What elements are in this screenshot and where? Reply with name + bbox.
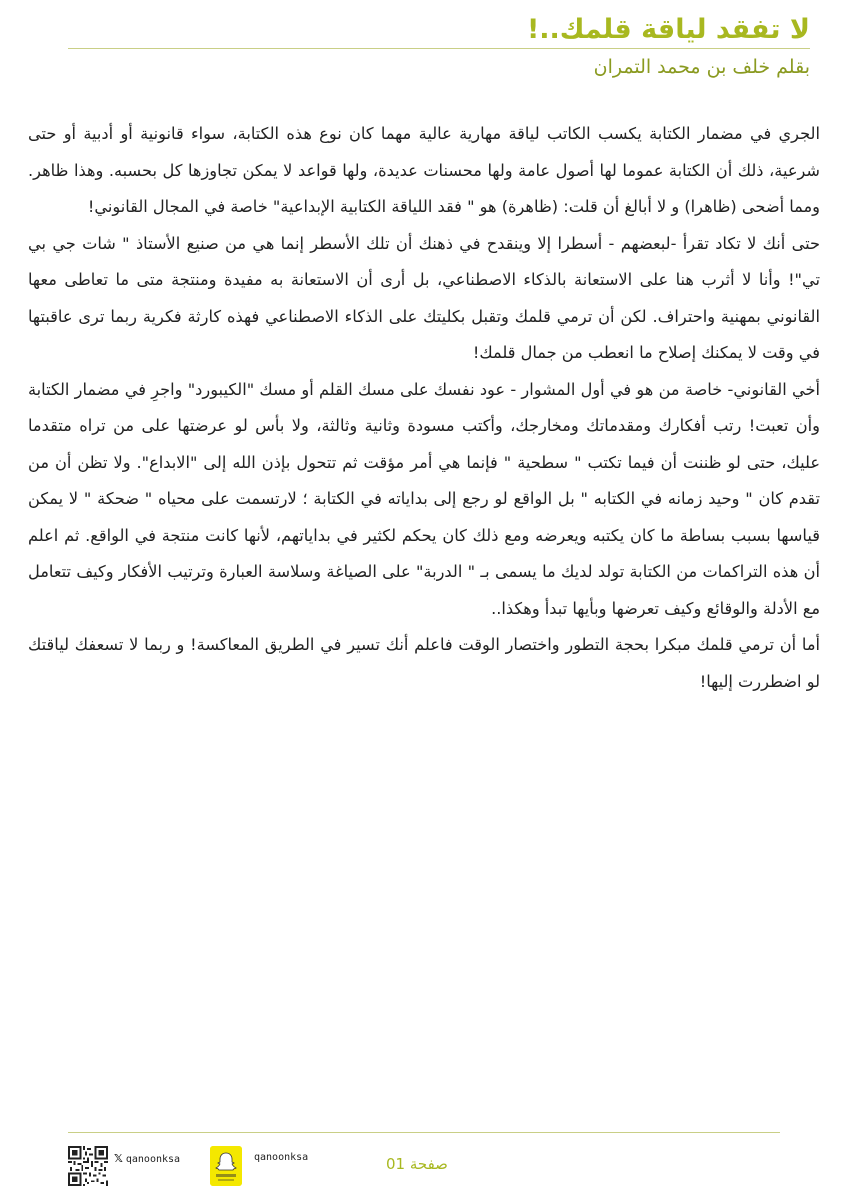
article-body (28, 116, 820, 700)
x-logo-icon: 𝕏 (114, 1152, 123, 1165)
x-account[interactable] (114, 1152, 180, 1165)
paragraph-4: أما أن ترمي قلمك مبكرا بحجة التطور واختصار الوقت فاعلم أنك تسير في الطريق المعاكسة! و ربما لا تسعفك لياقتك لو اضطررت إليها! (28, 635, 820, 691)
article-title: لا تفقد لياقة قلمك..! (526, 14, 810, 45)
snapchat-handle[interactable]: qanoonksa (254, 1152, 309, 1163)
qr-code-icon[interactable] (68, 1146, 108, 1186)
paragraph-2: حتى أنك لا تكاد تقرأ -لبعضهم - أسطرا إلا وينقدح في ذهنك أن تلك الأسطر إنما هي من صنيع الأستاذ " شات جي بي تي"! وأنا لا أثرب هنا على الاستعانة بالذكاء الاصطناعي، بل أرى أن الاستعانة به مفيدة ومنتجة متى ما تعاطى معها القانوني بمهنية واحتراف. لكن أن ترمي قلمك وتقبل بكليتك على الذكاء الاصطناعي فهذه كارثة فكرية ربما ترى عاقبتها في وقت لا يمكنك إصلاح ما انعطب من جمال قلمك! (28, 233, 820, 362)
x-handle: qanoonksa (125, 1154, 181, 1165)
author-byline: بقلم خلف بن محمد التمران (593, 56, 810, 78)
snapchat-icon[interactable] (210, 1146, 242, 1186)
paragraph-1: الجري في مضمار الكتابة يكسب الكاتب لياقة مهارية عالية مهما كان نوع هذه الكتابة، سواء قانونية أو أدبية أو حتى شرعية، ذلك أن الكتابة عموما لها أصول عامة ولها محسنات عديدة، ولها قواعد لا يمكن تجاوزها كل بحسبه. وهذا ظاهر. ومما أضحى (ظاهرا) و لا أبالغ أن قلت: (ظاهرة) هو " فقد اللياقة الكتابية الإبداعية" خاصة في المجال القانوني! (28, 124, 820, 216)
page-number: صفحة 01 (386, 1155, 448, 1173)
paragraph-3: أخي القانوني- خاصة من هو في أول المشوار - عود نفسك على مسك القلم أو مسك "الكيبورد" واجرِ في مضمار الكتابة وأن تعبت! رتب أفكارك ومقدماتك ومخارجك، وأكتب مسودة وثانية وثالثة، ولا بأس لو عرضتها على من تراه متقدما عليك، حتى لو ظننت أن فيما تكتب " سطحية " فإنما هي أمر مؤقت ثم تتحول بإذن الله إلى "الابداع". ولا تظن أن من تقدم كان " وحيد زمانه في الكتابه " بل الواقع لو رجع إلى بداياته في الكتابة ؛ لارتسمت على محياه " ضحكة " لا يمكن قياسها بسبب بساطة ما كان يكتبه ويعرضه ومع ذلك كان يحكم لكثير في بداياتهم، لأنها كانت منتجة في الواقع. ثم اعلم أن هذه التراكمات من الكتابة تولد لديك ما يسمى بـ " الدربة" على الصياغة وسلاسة العبارة وترتيب الأفكار وكيف تتعامل مع الأدلة والوقائع وكيف تعرضها وبأيها تبدأ وهكذا.. (28, 379, 820, 618)
header-divider (68, 48, 810, 49)
footer-divider (68, 1132, 780, 1133)
